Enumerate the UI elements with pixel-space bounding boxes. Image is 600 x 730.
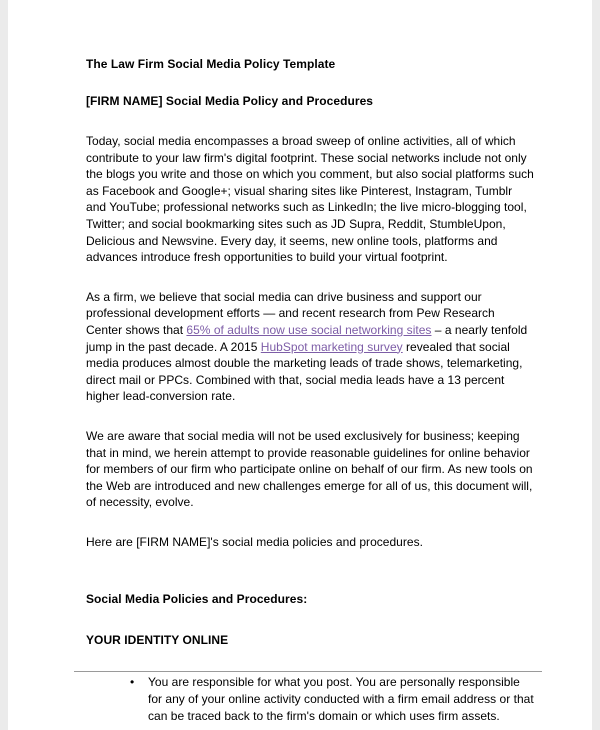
section-heading-policies-and-procedures: Social Media Policies and Procedures: [86, 592, 308, 607]
paragraph-research [86, 289, 534, 405]
paragraph-awareness: We are aware that social media will not be used exclusively for business; keeping that in mind, we herein attempt to provide reasonable guidelines for online behavior for members of our firm who participate online on behalf of our firm. As new tools on the Web are introduced and new challenges emerge for all of us, this document will, of necessity, evolve. [86, 428, 533, 510]
page-footer-divider [74, 671, 542, 672]
link-hubspot-marketing-survey[interactable]: HubSpot marketing survey [260, 339, 403, 354]
document-title: The Law Firm Social Media Policy Template [86, 57, 336, 71]
list-item [86, 674, 534, 724]
bullet-point-icon: • [130, 675, 135, 690]
section-heading-your-identity-online: YOUR IDENTITY ONLINE [86, 632, 229, 647]
paragraph-intro: Today, social media encompasses a broad sweep of online activities, all of which contribute to your law firm's digital footprint. These social networks include not only the blogs you write and those on which you comment, but also social platforms such as Facebook and Google+; visual sharing sites like Pinterest, Instagram, Tumblr and YouTube; professional networks such as LinkedIn; the live micro-blogging tool, Twitter; and social bookmarking sites such as JD Supra, Reddit, StumbleUpon, Delicious and Newsvine. Every day, it seems, new online tools, platforms and advances introduce fresh opportunities to build your virtual footprint. [86, 134, 534, 265]
research-text-before-first-link: As a firm, we believe that social media can drive business and support our professional development efforts — and recent research from Pew Research Center shows that [86, 289, 495, 337]
document-subtitle: [FIRM NAME] Social Media Policy and Procedures [86, 93, 374, 108]
link-pew-research-social-networking[interactable]: 65% of adults now use social networking sites [186, 322, 432, 337]
document-content [86, 56, 534, 724]
research-text-between-links: – a nearly tenfold jump in the past decade. A 2015 [86, 322, 528, 354]
document-page [8, 0, 592, 730]
paragraph-lead-in: Here are [FIRM NAME]'s social media policies and procedures. [86, 534, 423, 549]
research-text-after-second-link: revealed that social media produces almost double the marketing leads of trade shows, telemarketing, direct mail or PPCs. Combined with that, social media leads have a 13 percent higher lead-conversion rate. [86, 339, 523, 404]
policy-bullet-list [86, 674, 534, 724]
list-item-text: You are responsible for what you post. You are personally responsible for any of your online activity conducted with a firm email address or that can be traced back to the firm's domain or which uses firm assets. [148, 675, 534, 723]
